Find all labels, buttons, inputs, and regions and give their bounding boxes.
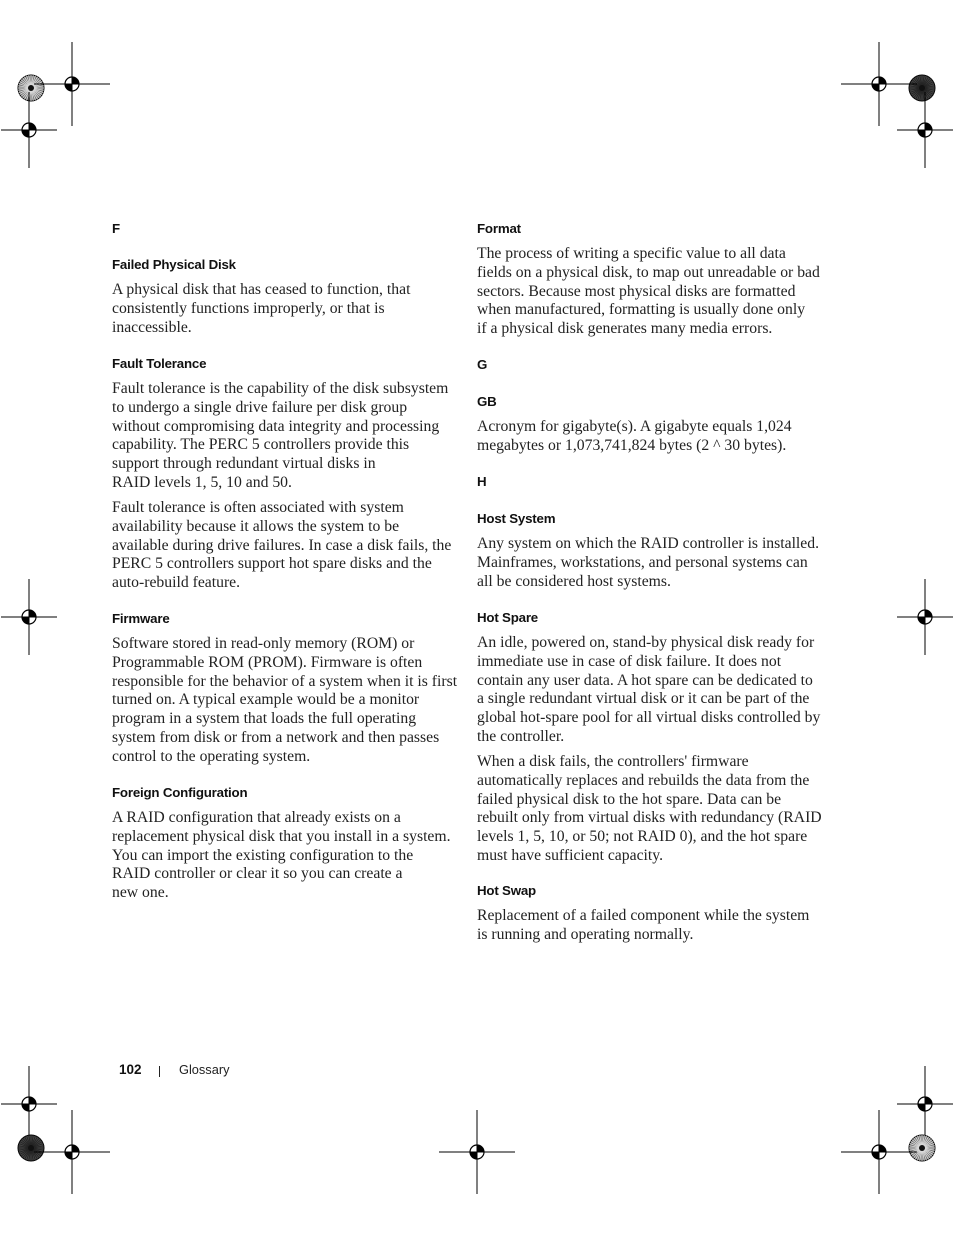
starburst-registration-mark [18, 75, 44, 101]
definition-line: capability. The PERC 5 controllers provide this [112, 436, 410, 454]
definition-line: is running and operating normally. [477, 925, 694, 943]
definition-line: Any system on which the RAID controller is installed. [477, 535, 820, 552]
definition-line: must have sufficient capacity. [477, 846, 664, 864]
definition-line: failed physical disk to the hot spare. Data can be [477, 790, 782, 808]
definition-line: A physical disk that has ceased to function, that [112, 281, 411, 298]
definition-line: all be considered host systems. [477, 572, 671, 590]
crosshair-mark [1, 579, 57, 655]
definition-line: fields on a physical disk, to map out unreadable or bad [477, 263, 820, 281]
glossary-definition [477, 245, 820, 339]
page-number: 102 [119, 1062, 142, 1077]
definition-line: global hot-spare pool for all virtual disks controlled by [477, 709, 821, 727]
glossary-term: Format [477, 221, 521, 236]
glossary-definition [112, 281, 410, 337]
definition-line: Acronym for gigabyte(s). A gigabyte equals 1,024 [477, 418, 792, 435]
definition-line: megabytes or 1,073,741,824 bytes (2 ^ 30 bytes). [477, 436, 787, 454]
definition-line: Fault tolerance is the capability of the disk subsystem [112, 380, 449, 397]
crosshair-mark [1, 1066, 57, 1142]
glossary-definition [477, 418, 792, 456]
definition-line: Fault tolerance is often associated with system [112, 499, 404, 516]
glossary-section-letter: G [477, 357, 488, 372]
definition-line: to undergo a single drive failure per disk group [112, 398, 408, 416]
crosshair-mark [897, 1066, 953, 1142]
glossary-term: Failed Physical Disk [112, 257, 236, 272]
definition-line: rebuilt only from virtual disks with redundancy (RAID [477, 809, 822, 827]
crosshair-mark [1, 92, 57, 168]
definition-line: consistently functions improperly, or that is [112, 299, 385, 317]
definition-line: levels 1, 5, 10, or 50; not RAID 0), and the hot spare [477, 828, 808, 846]
definition-line: sectors. Because most physical disks are formatted [477, 282, 796, 300]
glossary-term: Foreign Configuration [112, 785, 248, 800]
glossary-term: Hot Swap [477, 883, 536, 898]
crosshair-mark [897, 579, 953, 655]
definition-line: new one. [112, 884, 169, 902]
definition-line: turned on. A typical example would be a monitor [112, 691, 420, 709]
definition-line: system from disk or from a network and then passes [112, 728, 440, 746]
definition-line: program in a system that loads the full operating [112, 710, 417, 728]
definition-line: RAID controller or clear it so you can create a [112, 865, 403, 883]
starburst-registration-mark [909, 1135, 935, 1161]
definition-line: You can import the existing configuration to the [112, 846, 414, 864]
definition-line: control to the operating system. [112, 747, 311, 765]
glossary-definition [112, 635, 457, 767]
glossary-term: Firmware [112, 611, 170, 626]
glossary-term: Hot Spare [477, 610, 539, 625]
definition-line: availability because it allows the system to be [112, 517, 400, 535]
crosshair-mark [34, 42, 110, 126]
definition-line: When a disk fails, the controllers' firmware [477, 753, 749, 770]
crosshair-mark [897, 92, 953, 168]
definition-line: a single redundant virtual disk or it can be part of the [477, 690, 810, 708]
definition-line: Programmable ROM (PROM). Firmware is often [112, 653, 423, 671]
crosshair-mark [841, 1110, 917, 1194]
glossary-section-letter: H [477, 474, 487, 489]
definition-line: The process of writing a specific value to all data [477, 245, 786, 262]
crosshair-mark [34, 1110, 110, 1194]
definition-line: replacement physical disk that you install in a system. [112, 827, 451, 845]
glossary-definition [477, 907, 809, 945]
glossary-term: Fault Tolerance [112, 356, 207, 371]
starburst-registration-mark [909, 75, 935, 101]
glossary-definition [477, 753, 822, 866]
definition-line: Software stored in read-only memory (ROM) or [112, 635, 415, 652]
glossary-definition [112, 499, 451, 593]
glossary-definition [112, 380, 448, 493]
definition-line: PERC 5 controllers support hot spare disks and the [112, 555, 432, 573]
definition-line: Mainframes, workstations, and personal systems can [477, 553, 808, 571]
definition-line: An idle, powered on, stand-by physical disk ready for [477, 634, 815, 651]
definition-line: if a physical disk generates many media errors. [477, 320, 773, 338]
definition-line: automatically replaces and rebuilds the data from the [477, 771, 810, 789]
definition-line: responsible for the behavior of a system when it is first [112, 672, 458, 690]
crosshair-mark [439, 1110, 515, 1194]
definition-line: without compromising data integrity and processing [112, 417, 440, 435]
definition-line: contain any user data. A hot spare can be dedicated to [477, 671, 813, 689]
definition-line: when manufactured, formatting is usually done only [477, 301, 806, 319]
footer-section-title: Glossary [179, 1062, 230, 1077]
glossary-definition [112, 809, 451, 903]
glossary-definition [477, 634, 820, 747]
definition-line: immediate use in case of disk failure. It does not [477, 652, 782, 670]
definition-line: Replacement of a failed component while the system [477, 907, 810, 924]
crosshair-mark [841, 42, 917, 126]
glossary-term: GB [477, 394, 497, 409]
definition-line: A RAID configuration that already exists on a [112, 809, 401, 826]
definition-line: the controller. [477, 727, 565, 745]
glossary-term: Host System [477, 511, 556, 526]
footer-separator [159, 1066, 160, 1077]
definition-line: inaccessible. [112, 318, 192, 336]
glossary-section-letter: F [112, 221, 120, 236]
definition-line: auto-rebuild feature. [112, 574, 241, 592]
glossary-definition [477, 535, 819, 591]
definition-line: available during drive failures. In case a disk fails, the [112, 536, 452, 554]
definition-line: RAID levels 1, 5, 10 and 50. [112, 473, 292, 491]
starburst-registration-mark [18, 1135, 44, 1161]
definition-line: support through redundant virtual disks in [112, 455, 376, 473]
